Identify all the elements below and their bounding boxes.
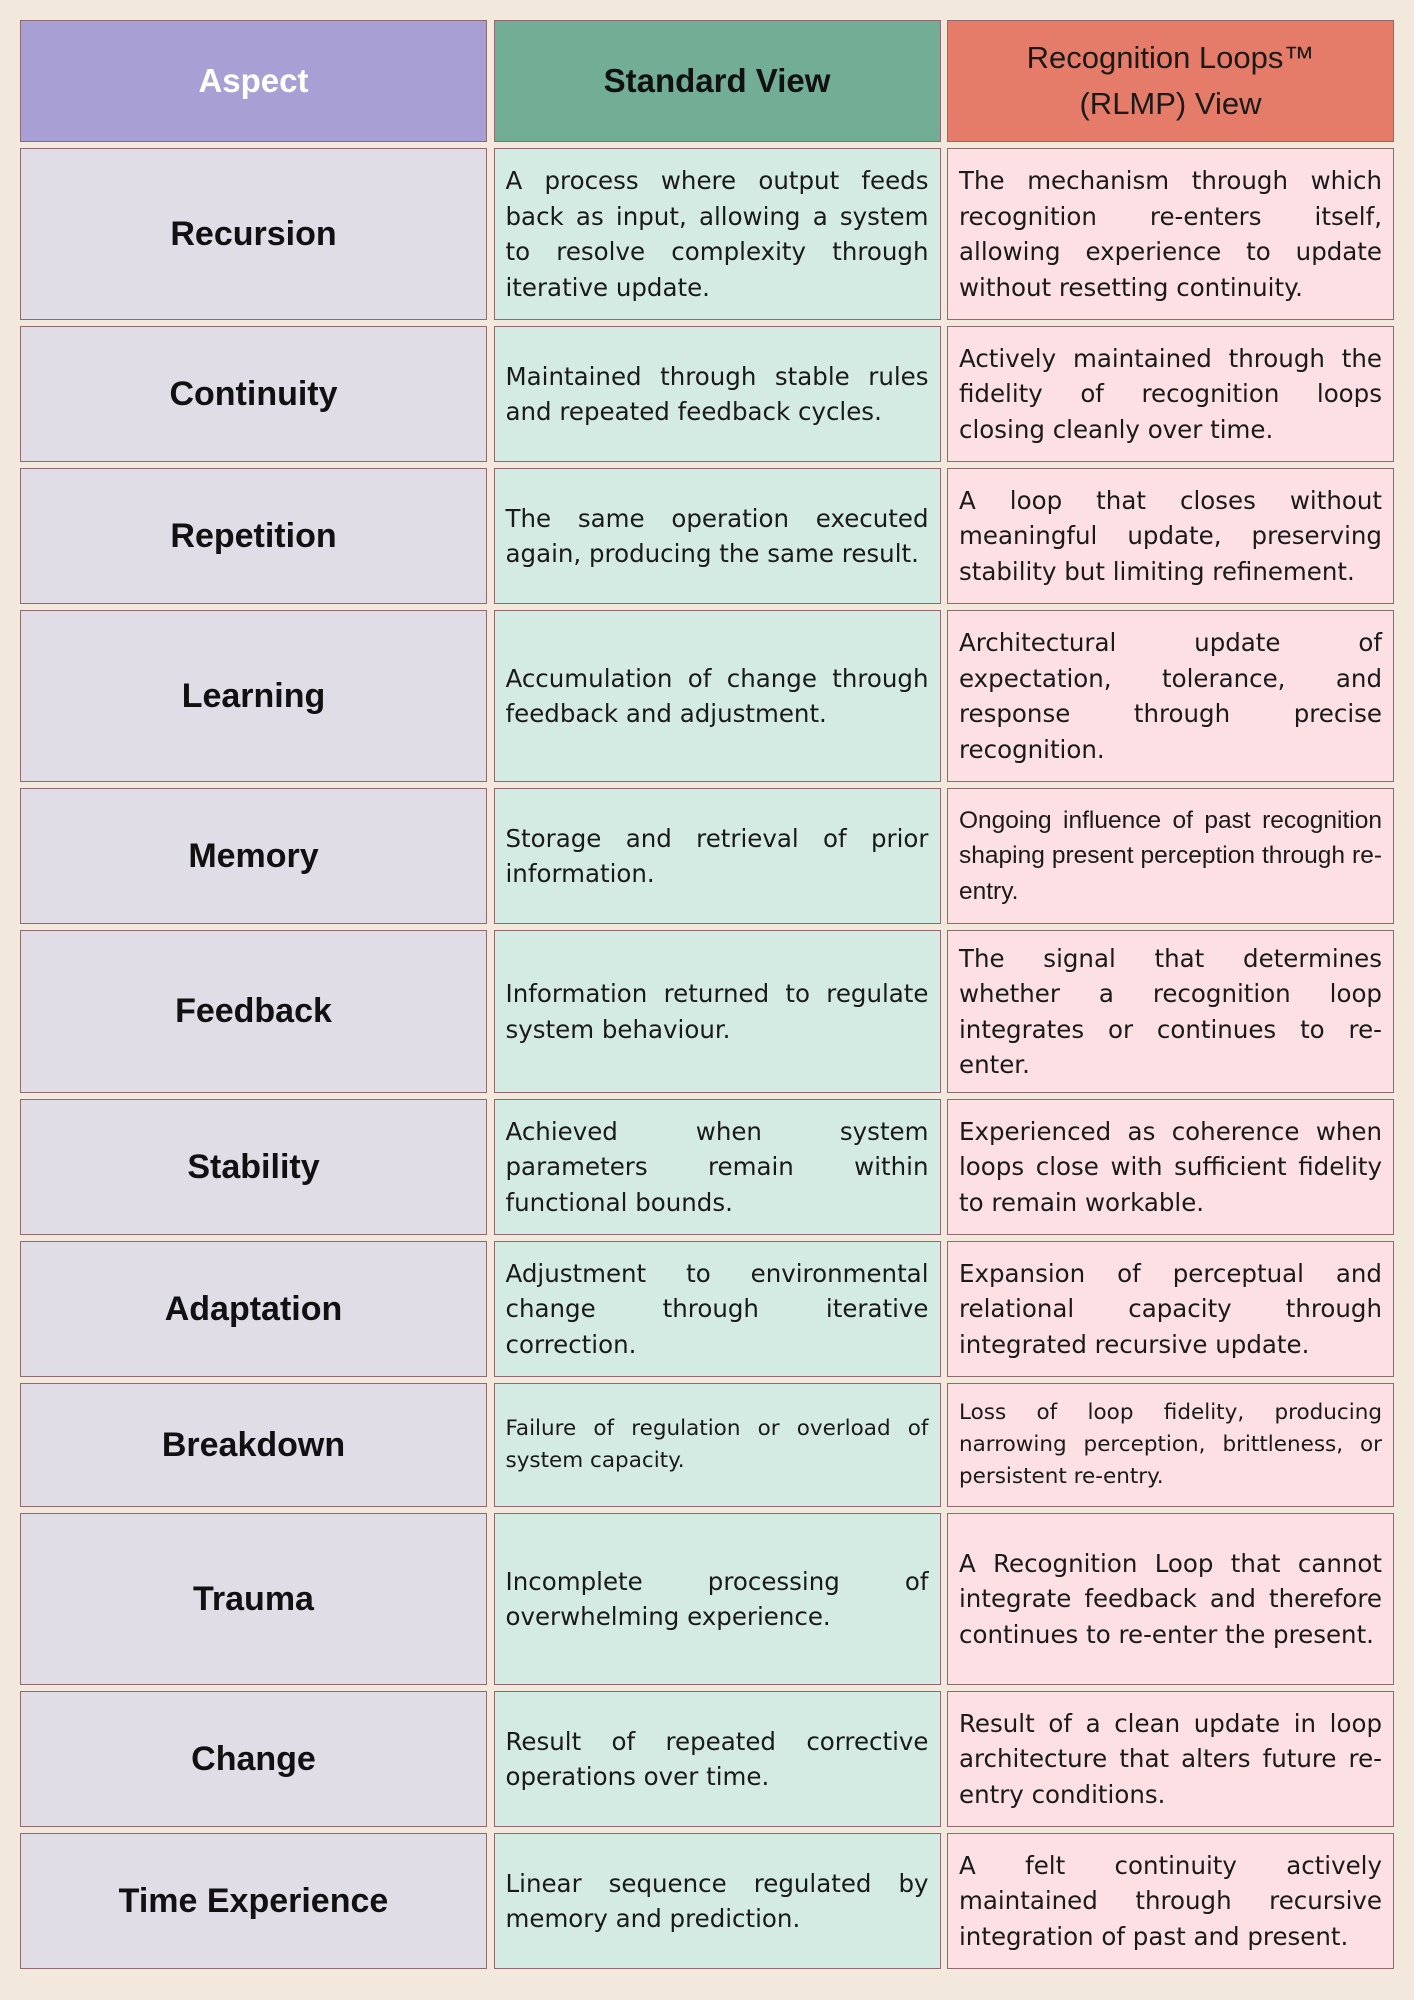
standard-view-text: Failure of regulation or overload of system capacity. [505,1416,929,1473]
standard-view-cell [494,148,941,320]
rlmp-view-cell [947,1513,1394,1685]
standard-view-cell [494,1099,941,1235]
header-rlmp-view: Recognition Loops™ (RLMP) View [947,20,1394,142]
standard-view-cell [494,468,941,604]
aspect-cell: Trauma [20,1513,487,1685]
standard-view-text: Linear sequence regulated by memory and prediction. [505,1868,929,1933]
standard-view-cell [494,1691,941,1827]
standard-view-text: Storage and retrieval of prior information. [505,823,929,888]
standard-view-cell [494,930,941,1093]
rlmp-view-text: Expansion of perceptual and relational capacity through integrated recursive update. [959,1258,1382,1359]
standard-view-text: Achieved when system parameters remain within functional bounds. [505,1116,929,1217]
standard-view-text: Accumulation of change through feedback and adjustment. [505,663,929,728]
rlmp-view-cell [947,1833,1394,1969]
rlmp-view-text: Architectural update of expectation, tolerance, and response through precise recognition. [959,628,1382,764]
rlmp-view-text: Experienced as coherence when loops close with sufficient fidelity to remain workable. [959,1116,1382,1217]
aspect-cell: Continuity [20,326,487,462]
rlmp-view-cell [947,468,1394,604]
rlmp-view-text: Ongoing influence of past recognition shaping present perception through re-entry. [959,806,1382,905]
aspect-cell: Recursion [20,148,487,320]
standard-view-cell [494,1241,941,1377]
standard-view-text: Adjustment to environmental change through iterative correction. [505,1258,929,1359]
standard-view-text: Information returned to regulate system behaviour. [505,979,929,1044]
standard-view-cell [494,788,941,924]
rlmp-view-cell [947,610,1394,782]
aspect-cell: Breakdown [20,1383,487,1507]
rlmp-view-text: Loss of loop fidelity, producing narrowing perception, brittleness, or persistent re-entry. [959,1400,1382,1489]
rlmp-view-text: Actively maintained through the fidelity of recognition loops closing cleanly over time. [959,343,1382,444]
aspect-cell: Repetition [20,468,487,604]
aspect-cell: Learning [20,610,487,782]
header-standard-view: Standard View [494,20,941,142]
aspect-cell: Stability [20,1099,487,1235]
rlmp-view-cell [947,148,1394,320]
rlmp-view-text: A loop that closes without meaningful update, preserving stability but limiting refinement. [959,485,1382,586]
rlmp-view-cell [947,326,1394,462]
aspect-cell: Memory [20,788,487,924]
standard-view-text: The same operation executed again, producing the same result. [505,503,929,568]
standard-view-cell [494,1383,941,1507]
standard-view-cell [494,1513,941,1685]
rlmp-view-text: The signal that determines whether a recognition loop integrates or continues to re-enter. [959,943,1382,1079]
comparison-table [20,20,1394,1978]
rlmp-view-cell [947,1099,1394,1235]
rlmp-view-cell [947,788,1394,924]
standard-view-cell [494,610,941,782]
standard-view-text: Result of repeated corrective operations over time. [505,1726,929,1791]
rlmp-view-text: The mechanism through which recognition re-enters itself, allowing experience to update without resetting continuity. [959,166,1382,302]
standard-view-cell [494,1833,941,1969]
rlmp-view-cell [947,930,1394,1093]
standard-view-cell [494,326,941,462]
rlmp-view-text: A felt continuity actively maintained through recursive integration of past and present. [959,1850,1382,1951]
rlmp-view-text: A Recognition Loop that cannot integrate feedback and therefore continues to re-enter the present. [959,1548,1382,1649]
standard-view-text: Incomplete processing of overwhelming experience. [505,1566,929,1631]
rlmp-view-text: Result of a clean update in loop architecture that alters future re-entry conditions. [959,1708,1382,1809]
standard-view-text: Maintained through stable rules and repeated feedback cycles. [505,361,929,426]
header-aspect: Aspect [20,20,487,142]
rlmp-view-cell [947,1383,1394,1507]
aspect-cell: Adaptation [20,1241,487,1377]
aspect-cell: Change [20,1691,487,1827]
aspect-cell: Feedback [20,930,487,1093]
rlmp-view-cell [947,1691,1394,1827]
rlmp-view-cell [947,1241,1394,1377]
standard-view-text: A process where output feeds back as input, allowing a system to resolve complexity through iterative update. [505,166,929,302]
aspect-cell: Time Experience [20,1833,487,1969]
